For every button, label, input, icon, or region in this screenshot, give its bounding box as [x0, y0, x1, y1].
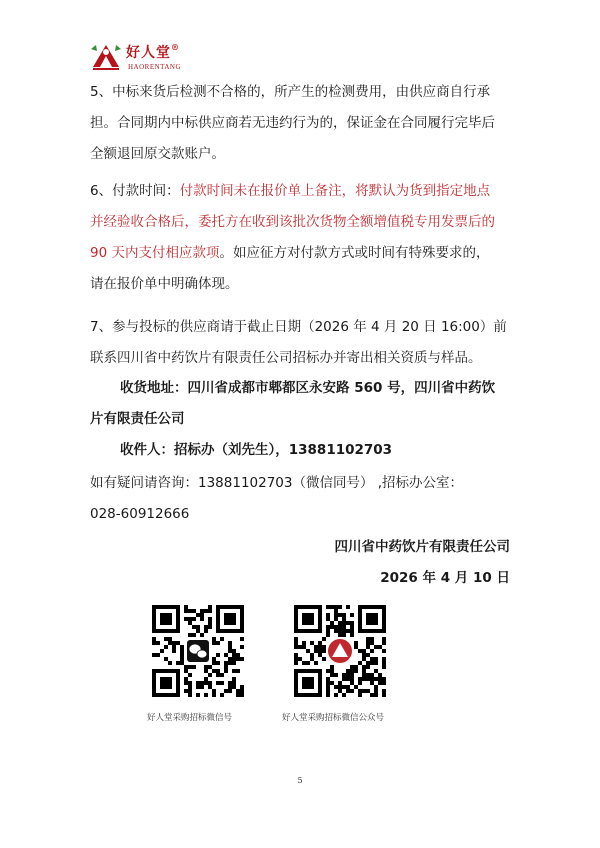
item-5-paragraph: [90, 77, 520, 170]
qr-caption-wechat: 好人堂采购招标微信号: [147, 713, 233, 723]
qr-code-official-account: [294, 605, 386, 697]
item-5-line: 担。合同期内中标供应商若无违约行为的，保证金在合同履行完毕后: [90, 115, 495, 131]
recipient-line: 收件人：招标办（刘先生），13881102703: [120, 442, 393, 458]
item-5-line: 5、中标来货后检测不合格的，所产生的检测费用，由供应商自行承: [90, 84, 491, 100]
item-7-line: 联系四川省中药饮片有限责任公司招标办并寄出相关资质与样品。: [90, 350, 482, 366]
qr-code-wechat: [152, 605, 244, 697]
payment-days-highlight: 90 天内支付相应款项: [90, 245, 220, 261]
item-7-line: 7、参与投标的供应商请于截止日期（2026 年 4 月 20 日 16:00）前: [90, 319, 507, 335]
item-6-line: 并经验收合格后，委托方在收到该批次货物全额增值税专用发票后的: [90, 214, 495, 230]
shipping-address-line: 收货地址：四川省成都市郫都区永安路 560 号，四川省中药饮: [120, 380, 496, 396]
logo-english-name: HAORENTANG: [128, 63, 182, 71]
item-6-line: 6、付款时间：付款时间未在报价单上备注，将默认为货到指定地点: [90, 183, 491, 199]
page-number: 5: [297, 776, 303, 785]
shipping-address-line: 片有限责任公司: [90, 411, 185, 427]
logo-chinese-name: 好人堂®: [126, 42, 180, 61]
logo-mark-icon: [88, 40, 124, 74]
signature-date: 2026 年 4 月 10 日: [380, 570, 510, 586]
signature-company: 四川省中药饮片有限责任公司: [334, 539, 510, 555]
qr-caption-official-account: 好人堂采购招标微信公众号: [282, 713, 385, 723]
item-5-line: 全额退回原交款账户。: [90, 146, 225, 162]
signature-block: [90, 532, 510, 594]
contact-line: 如有疑问请咨询：13881102703（微信同号） ,招标办公室：: [90, 475, 464, 491]
logo-icon: [328, 639, 352, 663]
item-6-line: 请在报价单中明确体现。: [90, 276, 239, 292]
contact-info: [90, 468, 520, 530]
wechat-icon: [187, 640, 209, 662]
item-6-line: 90 天内支付相应款项。如应征方对付款方式或时间有特殊要求的，: [90, 245, 490, 261]
item-6-paragraph: [90, 176, 520, 300]
item-7-paragraph: [90, 312, 520, 374]
payment-terms-highlight: 付款时间未在报价单上备注，将默认为货到指定地点: [179, 183, 491, 199]
shipping-address: [90, 373, 520, 466]
contact-line: 028-60912666: [90, 506, 190, 522]
company-logo: [88, 40, 228, 76]
